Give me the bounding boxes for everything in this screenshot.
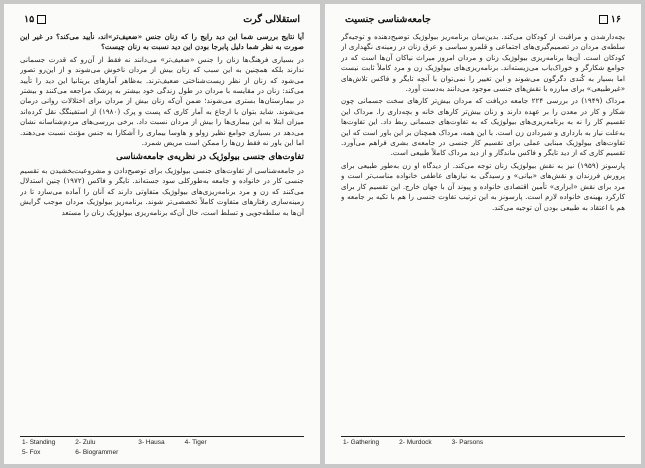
footnotes — [22, 438, 302, 458]
footnote: 3- Parsons — [451, 439, 484, 446]
body-paragraph: پارسونز (۱۹۵۹) نیز به نقش بیولوژیک زنان توجه می‌کند. از دیدگاه او زن به‌طور طبیعی برای پرورش فرزندان و نقش‌های «بیانی» و رسیدگی به نیازهای عاطفی خانواده مناسب‌تر است و مرد برای نقش «ابزاری» تأمین اقتصادی خانواده و پیوند آن با جهان خارج. این تقسیم کار برای کارکرد بهینه‌ی خانواده لازم است. پارسونز به این ترتیب تفاوت جنسی را هم با تکیه بر جامعه و هم با اعتقاد به طبیعی بودن آن توجیه می‌کند. — [341, 160, 625, 212]
footnote: 2- Zulu — [75, 439, 96, 446]
footnote: 4- Tiger — [184, 439, 207, 446]
question-paragraph: آیا نتایج بررسی شما این دید رایج را که زنان جنس «ضعیف‌تر»اند، نأیید می‌کند؟ در غیر این صورت به نظر شما دلیل پابرجا بودن این دید نسبت به زنان چیست؟ — [20, 32, 304, 52]
page-header — [24, 12, 300, 26]
body-paragraph: در جامعه‌شناسی از تفاوت‌های جنسی بیولوژیک برای توضیح‌دادن و مشروعیت‌بخشیدن به تقسیم جنسی کار در خانواده و جامعه به‌طورکلی سود جسته‌اند. تایگر و فاکس (۱۹۷۲) چنین استدلال می‌کنند که زن و مرد برنامه‌ریزی‌های بیولوژیک متفاوتی دارند که آنان را آماده می‌سازد تا در زمینه‌سازی رفتارهای متفاوت کاملاً تخصصی‌تر شوند. برنامه‌ریز بیولوژیک مردان موجب گرایش آن‌ها به سلطه‌جویی و تسلط است، حال آن‌که برنامه‌ریزی بیولوژیک زنان را مستعد — [20, 165, 304, 217]
square-icon — [37, 15, 46, 24]
footnote: 6- Biogrammer — [75, 449, 119, 456]
footnote: 2- Murdock — [399, 439, 432, 446]
footnote: 1- Gathering — [343, 439, 380, 446]
page-number: ۱۵ — [24, 14, 49, 25]
page-body — [20, 32, 304, 428]
footnote: 3- Hausa — [138, 439, 165, 446]
running-title: جامعه‌شناسی جنسیت — [345, 13, 431, 25]
footnotes — [343, 438, 623, 458]
body-paragraph: در بسیاری فرهنگ‌ها زنان را جنس «ضعیف‌تر» می‌دانند نه فقط از آن‌رو که قدرت جسمانی ندارند بلکه همچنین به این سبب که زنان بیش از مردان ناخوش می‌شوند و از این‌رو تصور می‌شود که زنان از نظر زیست‌شناختی ضعیف‌ترند. به‌ظاهر آمارهای بریتانیا این دید را تأیید می‌کند: زنان در مقایسه با مردان در طول زندگی خود بیشتر به پزشک مراجعه می‌کنند و بیشتر در بیمارستان‌ها بستری می‌شوند؛ ضمن آن‌که زنان بیش از مردان برای اختلالات روانی درمان می‌شوند. شاید بتوان با ارجاع به آمار کاری که پست و پرک (۱۹۸۰) از استفینگگ نقل کرده‌اند میزان ابتلا به این بیماری‌ها را بیش از مردان نسبت داد. برخی بررسی‌های مردم‌شناسانه نشان می‌دهد در بسیاری جوامع نظیر زولو و هاوسا بیماری را آشکارا به جنس مؤنث نسبت می‌دهند. اما این باور نه فقط زن‌ها را ممکن است مریض شمرد. — [20, 54, 304, 148]
body-paragraph: مرداک (۱۹۴۹) در بررسی ۲۲۴ جامعه دریافت که مردان بیش‌تر کارهای سخت جسمانی چون شکار و کار در معدن را بر عهده دارند و زنان بیش‌تر کارهای خانه و بچه‌داری را. مرداک این تقسیم کار را نه به برنامه‌ریزی‌های بیولوژیک که به تفاوت‌های جسمانی ربط داد. این تفاوت‌ها به‌علت نیاز به بارداری و شیردادن زن است. با این همه، مرداک همچنان بر این باور است که این تفاوت‌های بیولوژیک مبنایی عملی برای تقسیم کار جنسی در جامعه‌ی بشری فراهم می‌آورد. تقسیم کاری که از دید تایگر و فاکس ماندگار و از دید مرداک کاملاً طبیعی است. — [341, 96, 625, 158]
page-body — [341, 32, 625, 428]
square-icon — [599, 15, 608, 24]
footnote-divider — [20, 436, 304, 437]
footnote: 5- Fox — [22, 449, 41, 456]
body-paragraph: بچه‌دارشدن و مراقبت از کودکان می‌کند. بدین‌سان برنامه‌ریز بیولوژیک توضیح‌دهنده و توجیه‌گر سلطه‌ی مردان در تصمیم‌گیری‌های اجتماعی و قلمرو سیاسی و عرق زنان در زمینه‌ی نگهداری از کودکان است. آن‌ها برنامه‌ریزی بیولوژیک زنان و مردان امروز میراث نیاکان آن‌ها است که در جوامع شکارگر و خوراک‌یاب می‌زیسته‌اند. برنامه‌ریزی‌های بیولوژیک زن و مرد کاملاً ثابت نیست اما بسیار به کُندی دگرگون می‌شوند و این تغییر را نمی‌توان با آنچه تایگر و فاکس تلاش‌های «غیرطبیعی» برای مبارزه با نقش‌های جنسی موجود می‌دانند به‌دست آورد. — [341, 32, 625, 94]
right-page — [325, 4, 641, 464]
left-page — [4, 4, 320, 464]
page-header — [345, 12, 621, 26]
page-number: ۱۶ — [596, 14, 621, 25]
footnote-divider — [341, 436, 625, 437]
section-heading: تفاوت‌های جنسی بیولوژیک در نظریه‌ی جامعه‌شناسی — [116, 152, 304, 163]
running-title: استقلالی گرت — [243, 13, 300, 25]
footnote: 1- Standing — [22, 439, 56, 446]
